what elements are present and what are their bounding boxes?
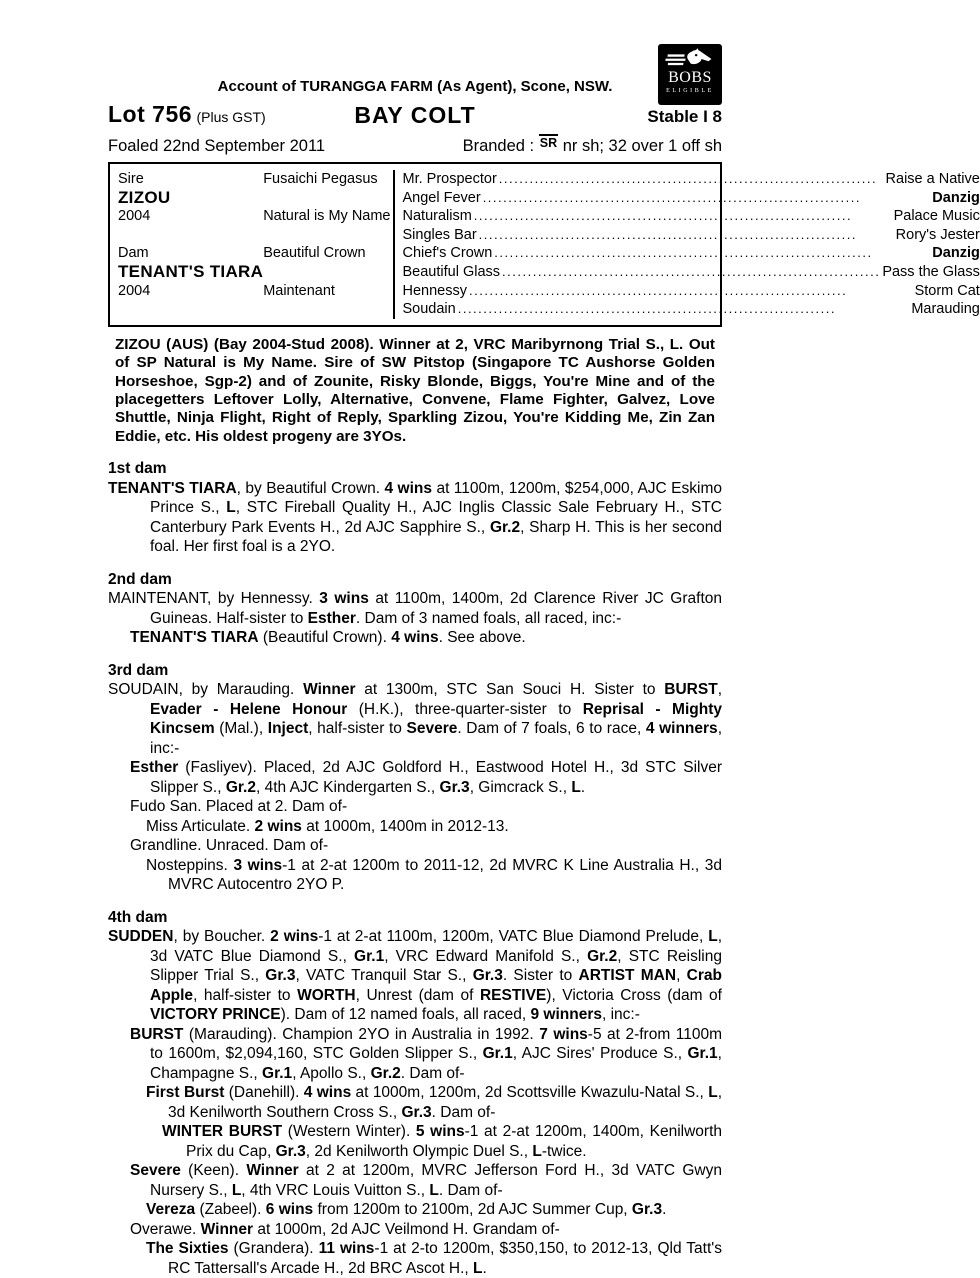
ancestor-name: Palace Music: [893, 208, 980, 225]
pedigree-leader-row: [403, 207, 980, 226]
text-run: Inject: [267, 720, 309, 738]
text-run: (Western Winter).: [282, 1123, 416, 1141]
text-run: . Dam of-: [431, 1103, 496, 1121]
stallion-summary: ZIZOU (AUS) (Bay 2004-Stud 2008). Winner at 2, VRC Maribyrnong Trial S., L. Out of SP Natural is My Name. Sire of SW Pitstop (Singapore TC Aushorse Golden Horseshoe, Sgp-2) and of Zounite, Risky Blonde, Biggs, You're Mine and of the placegetters Leftover Lolly, Alternative, Convene, Flame Fighter, Galvez, Love Shuttle, Ninja Flight, Right of Reply, Sparkling Zizou, You're Kidding Me, Zin Zan Eddie, etc. His oldest progeny are 3YOs.: [115, 335, 715, 445]
dot-leader: [502, 263, 880, 282]
text-run: Gr.3: [631, 1201, 663, 1219]
spacer-line: [263, 263, 390, 282]
text-run: 5 wins: [415, 1123, 465, 1141]
text-run: WORTH: [297, 986, 356, 1004]
text-run: -1 at 2-at 1200m, 1400m, Kenilworth Prix du Cap,: [186, 1123, 722, 1160]
lot-row: [108, 101, 722, 131]
pedigree-paragraph: [108, 1122, 722, 1161]
text-run: 9 winners: [530, 1006, 602, 1024]
text-run: ), Victoria Cross (dam of: [546, 986, 722, 1004]
ancestor-name: Storm Cat: [914, 282, 980, 299]
dam-sections: [108, 459, 722, 1278]
text-run: Gr.1: [482, 1045, 513, 1063]
pedigree-paragraph: [108, 817, 722, 837]
text-run: 3 wins: [319, 590, 369, 608]
dam-section-heading: 1st dam: [108, 460, 167, 478]
pedigree-paragraph: [108, 589, 722, 628]
text-run: Gr.1: [687, 1045, 718, 1063]
bobs-logo-subtext: ELIGIBLE: [666, 88, 714, 94]
text-run: (H.K.), three-quarter-sister to: [347, 700, 583, 718]
text-run: ,: [717, 681, 722, 699]
text-run: , Gimcrack S.,: [469, 778, 572, 796]
text-run: (Beautiful Crown).: [258, 629, 392, 647]
sire-role-label: Sire: [118, 171, 144, 187]
bobs-logo-text: BOBS: [668, 69, 712, 86]
text-run: , VATC Tranquil Star S.,: [295, 967, 473, 985]
grandparent-name: Beautiful Crown: [263, 245, 366, 262]
text-run: 2 wins: [254, 817, 302, 835]
text-run: L: [429, 1181, 439, 1199]
text-run: , 3d VATC Blue Diamond S.,: [150, 928, 723, 965]
pedigree-paragraph: [108, 479, 722, 557]
text-run: -1 at 2-to 1200m, $350,150, to 2012-13, Qld Tatt's RC Tattersall's Arcade H., 2d BRC Ascot H.,: [168, 1240, 722, 1277]
text-run: , inc:-: [150, 720, 722, 757]
ancestor-name: Hennessy: [402, 282, 467, 299]
text-run: (Mal.),: [214, 720, 268, 738]
pedigree-column-subject: [118, 170, 263, 319]
text-run: , half-sister to: [193, 986, 298, 1004]
text-run: -1 at 2-at 1100m, 1200m, VATC Blue Diamond Prelude,: [318, 928, 709, 946]
text-run: Gr.3: [401, 1103, 432, 1121]
text-run: , STC Fireball Quality H., AJC Inglis Classic Sale February H., STC Canterbury Park Events H., 2d AJC Sapphire S.,: [150, 499, 722, 536]
text-run: (Keen).: [180, 1162, 247, 1180]
text-run: WINTER BURST: [162, 1123, 283, 1141]
text-run: Fudo San. Placed at 2. Dam of-: [130, 798, 348, 816]
text-run: 7 wins: [539, 1025, 588, 1043]
text-run: Vereza: [146, 1201, 196, 1219]
pedigree-leader-row: [403, 244, 980, 263]
spacer-line: [263, 226, 390, 245]
text-run: , 4th VRC Louis Vuitton S.,: [241, 1181, 430, 1199]
ancestor-name: Singles Bar: [402, 226, 477, 243]
stable-number: Stable I 8: [647, 107, 722, 126]
dam-section-heading: 3rd dam: [108, 661, 169, 679]
ancestor-name: Danzig: [932, 189, 980, 206]
text-run: Gr.2: [225, 778, 256, 796]
text-run: 6 wins: [265, 1201, 314, 1219]
text-run: 11 wins: [318, 1240, 375, 1258]
text-run: L: [226, 499, 236, 517]
text-run: , 2d Kenilworth Olympic Duel S.,: [305, 1142, 533, 1160]
text-run: , Apollo S.,: [292, 1064, 371, 1082]
text-run: ,: [676, 967, 687, 985]
pedigree-paragraph: [108, 1083, 722, 1122]
dot-leader: [483, 189, 931, 208]
text-run: .: [580, 778, 586, 796]
text-run: L: [231, 1181, 242, 1199]
text-run: L: [473, 1259, 483, 1277]
text-run: Evader - Helene Honour: [150, 700, 348, 718]
text-run: -twice.: [541, 1142, 587, 1160]
text-run: , Champagne S.,: [150, 1045, 722, 1082]
pedigree-leader-row: [403, 282, 980, 301]
ancestor-name: Mr. Prospector: [402, 171, 497, 187]
text-run: RESTIVE: [479, 986, 547, 1004]
dot-leader: [474, 207, 892, 226]
ancestor-name: Naturalism: [402, 208, 472, 225]
text-run: ). Dam of 12 named foals, all raced,: [280, 1006, 531, 1024]
dot-leader: [479, 226, 894, 245]
text-run: 4 winners: [645, 720, 718, 738]
ancestor-name: Beautiful Glass: [402, 263, 501, 280]
spacer-line: [118, 300, 263, 319]
text-run: Gr.3: [472, 967, 503, 985]
text-run: , VRC Edward Manifold S.,: [384, 947, 588, 965]
spacer-line: [118, 226, 263, 245]
text-run: , AJC Sires' Produce S.,: [512, 1045, 688, 1063]
ancestor-name: Pass the Glass: [882, 263, 980, 280]
pedigree-table: [108, 162, 980, 327]
text-run: , 3d Kenilworth Southern Cross S.,: [168, 1084, 722, 1121]
text-run: , by Beautiful Crown.: [236, 479, 385, 497]
dam-role-label: Dam: [118, 245, 149, 262]
text-run: 3 wins: [233, 856, 283, 874]
branded-suffix: nr sh; 32 over 1 off sh: [562, 137, 722, 155]
text-run: . Dam of-: [400, 1064, 465, 1082]
text-run: at 2 at 1200m, MVRC Jefferson Ford H., 3d VATC Gwyn Nursery S.,: [150, 1162, 722, 1199]
text-run: First Burst: [146, 1084, 225, 1102]
pedigree-paragraph: [108, 927, 722, 1025]
text-run: -1 at 2-at 1200m to 2011-12, 2d MVRC K Line Australia H., 3d MVRC Autocentro 2YO P.: [168, 856, 722, 894]
spacer-line: [263, 300, 390, 319]
branded-info: [463, 135, 722, 157]
text-run: SOUDAIN, by Marauding.: [108, 681, 304, 699]
text-run: at 1100m, 1400m, 2d Clarence River JC Grafton Guineas. Half-sister to: [150, 590, 722, 627]
text-run: The Sixties: [146, 1240, 229, 1258]
grandparent-name: Fusaichi Pegasus: [263, 171, 378, 187]
pedigree-paragraph: [108, 797, 722, 817]
pedigree-leader-row: [403, 189, 980, 208]
text-run: , Sharp H. This is her second foal. Her first foal is a 2YO.: [150, 518, 722, 556]
text-run: VICTORY PRINCE: [150, 1006, 281, 1024]
text-run: Winner: [303, 681, 356, 699]
text-run: (Grandera).: [228, 1240, 319, 1258]
text-run: Gr.2: [587, 947, 618, 965]
dam-year: 2004: [118, 282, 151, 299]
ancestor-name: Angel Fever: [402, 189, 481, 206]
dot-leader: [499, 170, 884, 189]
foaled-date: Foaled 22nd September 2011: [108, 137, 326, 155]
text-run: TENANT'S TIARA: [130, 629, 259, 647]
text-run: , half-sister to: [308, 720, 407, 738]
text-run: Miss Articulate.: [146, 817, 255, 835]
grandparent-name: Maintenant: [263, 282, 335, 299]
ancestor-name: Rory's Jester: [895, 226, 980, 243]
ancestor-name: Danzig: [932, 245, 980, 262]
pedigree-leader-row: [403, 170, 980, 189]
lot-gst-note: (Plus GST): [196, 109, 266, 125]
text-run: . Dam of-: [438, 1181, 503, 1199]
text-run: at 1000m, 1200m, 2d Scottsville Kwazulu-Natal S.,: [351, 1084, 709, 1102]
dot-leader: [469, 282, 913, 301]
text-run: , 4th AJC Kindergarten S.,: [255, 778, 440, 796]
pedigree-column-grandparents: [393, 170, 980, 319]
text-run: Gr.2: [489, 518, 521, 536]
pedigree-paragraph: [108, 1200, 722, 1220]
lot-number: Lot 756: [108, 101, 193, 127]
pedigree-paragraph: [108, 680, 722, 758]
text-run: , Unrest (dam of: [355, 986, 480, 1004]
text-run: L: [571, 778, 581, 796]
text-run: .: [482, 1259, 487, 1277]
ancestor-name: Raise a Native: [885, 171, 980, 187]
branded-prefix: Branded :: [462, 137, 535, 155]
text-run: MAINTENANT, by Hennessy.: [108, 590, 320, 608]
text-run: 4 wins: [391, 629, 439, 647]
dam-section-heading: 4th dam: [108, 908, 168, 926]
text-run: Esther: [130, 759, 179, 777]
text-run: 2 wins: [270, 928, 319, 946]
text-run: Gr.3: [439, 778, 470, 796]
text-run: . Dam of 3 named foals, all raced, inc:-: [355, 609, 622, 627]
ancestor-name: Chief's Crown: [402, 245, 493, 262]
text-run: L: [708, 928, 718, 946]
dam-section-heading: 2nd dam: [108, 570, 172, 588]
text-run: Grandline. Unraced. Dam of-: [130, 837, 329, 855]
text-run: Gr.1: [262, 1064, 293, 1082]
pedigree-paragraph: [108, 1239, 722, 1278]
text-run: Overawe.: [130, 1220, 201, 1238]
text-run: Crab Apple: [150, 967, 722, 1004]
text-run: at 1100m, 1200m, $254,000, AJC Eskimo Prince S.,: [150, 479, 722, 517]
text-run: Severe: [130, 1162, 181, 1180]
text-run: Gr.2: [370, 1064, 401, 1082]
text-run: L: [532, 1142, 542, 1160]
pedigree-paragraph: [108, 758, 722, 797]
dot-leader: [494, 244, 930, 263]
pedigree-paragraph: [108, 836, 722, 856]
text-run: 4 wins: [303, 1084, 352, 1102]
dot-leader: [458, 300, 910, 319]
dam-name: TENANT'S TIARA: [118, 261, 264, 281]
text-run: (Fasliyev). Placed, 2d AJC Goldford H., Eastwood Hotel H., 3d STC Silver Slipper S.,: [150, 759, 722, 796]
text-run: (Zabeel).: [195, 1201, 266, 1219]
pedigree-leader-row: [403, 300, 980, 319]
text-run: (Marauding). Champion 2YO in Australia in 1992.: [183, 1025, 540, 1043]
text-run: , inc:-: [601, 1006, 640, 1024]
pedigree-paragraph: [108, 856, 722, 895]
sex-colour-title: BAY COLT: [354, 102, 476, 128]
pedigree-column-parents: [263, 170, 390, 319]
text-run: (Danehill).: [224, 1084, 304, 1102]
text-run: . Sister to: [502, 967, 579, 985]
text-run: from 1200m to 2100m, 2d AJC Summer Cup,: [313, 1201, 632, 1219]
text-run: , by Boucher.: [173, 928, 271, 946]
pedigree-leader-row: [403, 263, 980, 282]
pedigree-leader-row: [403, 226, 980, 245]
text-run: .: [662, 1201, 667, 1219]
text-run: BURST: [664, 681, 718, 699]
vendor-account-line: Account of TURANGGA FARM (As Agent), Scone, NSW.: [217, 78, 613, 95]
text-run: SUDDEN: [108, 928, 174, 946]
text-run: TENANT'S TIARA: [108, 479, 237, 497]
text-run: at 1000m, 2d AJC Veilmond H. Grandam of-: [253, 1220, 560, 1238]
pedigree-paragraph: [108, 1161, 722, 1200]
text-run: Severe: [406, 720, 458, 738]
spacer-line: [263, 189, 390, 208]
text-run: L: [708, 1084, 718, 1102]
text-run: Gr.3: [275, 1142, 306, 1160]
text-run: 4 wins: [384, 479, 433, 497]
sire-name: ZIZOU: [118, 187, 171, 207]
text-run: Nosteppins.: [146, 856, 234, 874]
text-run: at 1000m, 1400m in 2012-13.: [301, 817, 509, 835]
text-run: . See above.: [438, 629, 526, 647]
foaled-row: [108, 135, 722, 157]
text-run: Reprisal - Mighty Kincsem: [150, 700, 722, 738]
brand-mark: SR: [539, 136, 558, 150]
pedigree-paragraph: [108, 628, 722, 648]
ancestor-name: Soudain: [402, 301, 456, 318]
text-run: , STC Reisling Slipper Trial S.,: [150, 947, 722, 985]
text-run: . Dam of 7 foals, 6 to race,: [457, 720, 646, 738]
text-run: at 1300m, STC San Souci H. Sister to: [355, 681, 665, 699]
text-run: -5 at 2-from 1100m to 1600m, $2,094,160, STC Golden Slipper S.,: [150, 1025, 722, 1063]
text-run: Esther: [307, 609, 356, 627]
sire-year: 2004: [118, 208, 151, 225]
grandparent-name: Natural is My Name: [263, 208, 391, 225]
ancestor-name: Marauding: [911, 301, 980, 318]
pedigree-paragraph: [108, 1025, 722, 1084]
text-run: ARTIST MAN: [578, 967, 677, 985]
pedigree-paragraph: [108, 1220, 722, 1240]
text-run: Gr.1: [354, 947, 385, 965]
text-run: Winner: [246, 1162, 299, 1180]
text-run: Winner: [200, 1220, 254, 1238]
text-run: Gr.3: [265, 967, 296, 985]
text-run: BURST: [130, 1025, 184, 1043]
